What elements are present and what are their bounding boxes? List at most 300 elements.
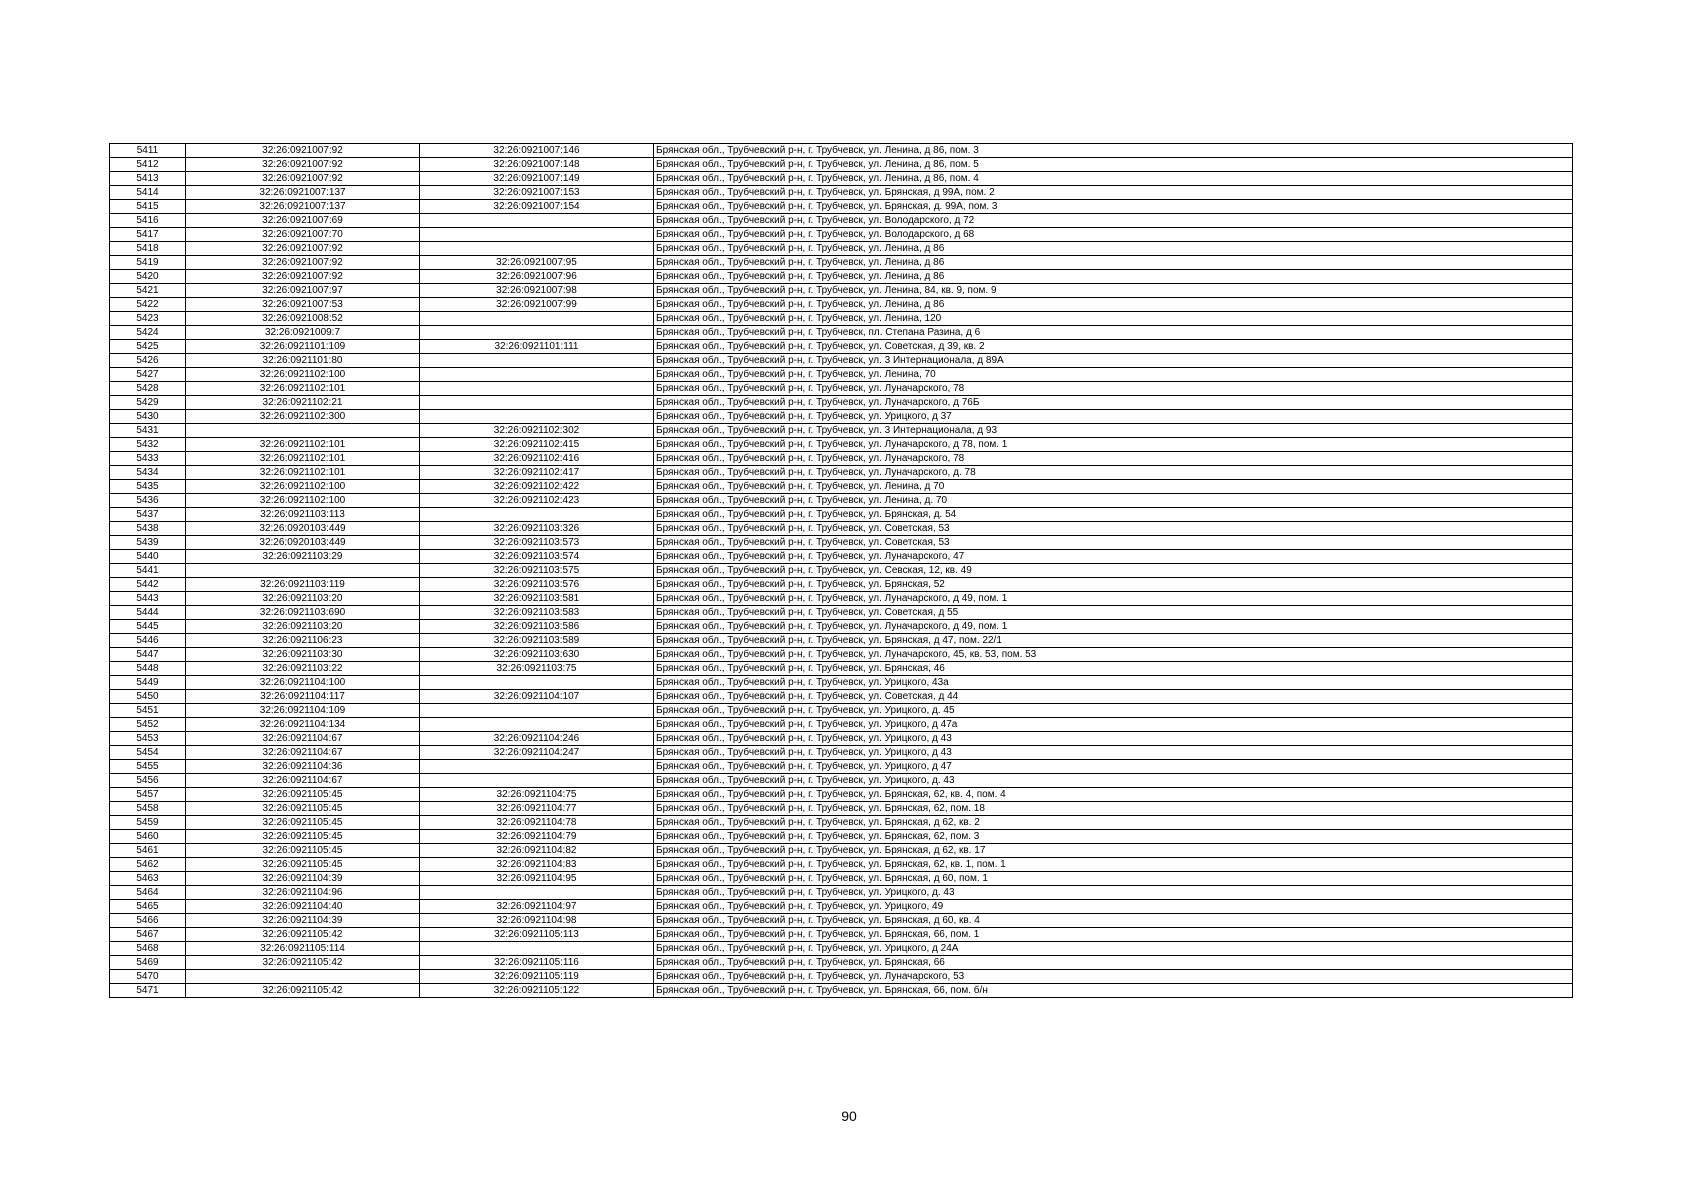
parcel-number-cell: 32:26:0921105:42: [186, 984, 420, 998]
row-number-cell: 5413: [110, 172, 186, 186]
address-cell: Брянская обл., Трубчевский р-н, г. Трубчевск, ул. Брянская, 52: [654, 578, 1573, 592]
address-cell: Брянская обл., Трубчевский р-н, г. Трубчевск, ул. Брянская, 62, пом. 18: [654, 802, 1573, 816]
object-number-cell: 32:26:0921103:589: [420, 634, 654, 648]
row-number-cell: 5424: [110, 326, 186, 340]
parcel-number-cell: 32:26:0921007:92: [186, 242, 420, 256]
parcel-number-cell: 32:26:0921103:113: [186, 508, 420, 522]
row-number-cell: 5462: [110, 858, 186, 872]
row-number-cell: 5431: [110, 424, 186, 438]
row-number-cell: 5417: [110, 228, 186, 242]
parcel-number-cell: 32:26:0921007:97: [186, 284, 420, 298]
object-number-cell: 32:26:0921007:146: [420, 144, 654, 158]
parcel-number-cell: [186, 424, 420, 438]
object-number-cell: 32:26:0921102:422: [420, 480, 654, 494]
object-number-cell: 32:26:0921103:575: [420, 564, 654, 578]
table-row: [110, 158, 1573, 172]
row-number-cell: 5450: [110, 690, 186, 704]
address-cell: Брянская обл., Трубчевский р-н, г. Трубчевск, пл. Степана Разина, д 6: [654, 326, 1573, 340]
address-cell: Брянская обл., Трубчевский р-н, г. Трубчевск, ул. Советская, 53: [654, 522, 1573, 536]
address-cell: Брянская обл., Трубчевский р-н, г. Трубчевск, ул. Ленина, д 86, пом. 5: [654, 158, 1573, 172]
object-number-cell: 32:26:0921104:82: [420, 844, 654, 858]
parcel-number-cell: 32:26:0921007:137: [186, 200, 420, 214]
parcel-number-cell: 32:26:0921104:39: [186, 914, 420, 928]
address-cell: Брянская обл., Трубчевский р-н, г. Трубчевск, ул. Луначарского, д 76Б: [654, 396, 1573, 410]
table-row: [110, 382, 1573, 396]
parcel-number-cell: 32:26:0921103:22: [186, 662, 420, 676]
object-number-cell: 32:26:0921105:113: [420, 928, 654, 942]
address-cell: Брянская обл., Трубчевский р-н, г. Трубчевск, ул. Урицкого, д 24А: [654, 942, 1573, 956]
table-row: [110, 802, 1573, 816]
object-number-cell: 32:26:0921007:148: [420, 158, 654, 172]
table-row: [110, 606, 1573, 620]
row-number-cell: 5434: [110, 466, 186, 480]
row-number-cell: 5455: [110, 760, 186, 774]
table-row: [110, 396, 1573, 410]
object-number-cell: [420, 242, 654, 256]
row-number-cell: 5452: [110, 718, 186, 732]
object-number-cell: 32:26:0921102:416: [420, 452, 654, 466]
address-cell: Брянская обл., Трубчевский р-н, г. Трубчевск, ул. Урицкого, д 43: [654, 746, 1573, 760]
object-number-cell: [420, 396, 654, 410]
address-cell: Брянская обл., Трубчевский р-н, г. Трубчевск, ул. Ленина, д 86, пом. 4: [654, 172, 1573, 186]
row-number-cell: 5426: [110, 354, 186, 368]
table-row: [110, 186, 1573, 200]
object-number-cell: 32:26:0921102:417: [420, 466, 654, 480]
parcel-number-cell: 32:26:0921105:45: [186, 788, 420, 802]
object-number-cell: 32:26:0921104:75: [420, 788, 654, 802]
row-number-cell: 5418: [110, 242, 186, 256]
parcel-number-cell: 32:26:0921007:92: [186, 144, 420, 158]
object-number-cell: 32:26:0921103:583: [420, 606, 654, 620]
row-number-cell: 5465: [110, 900, 186, 914]
address-cell: Брянская обл., Трубчевский р-н, г. Трубчевск, ул. Володарского, д 68: [654, 228, 1573, 242]
row-number-cell: 5464: [110, 886, 186, 900]
row-number-cell: 5435: [110, 480, 186, 494]
row-number-cell: 5412: [110, 158, 186, 172]
address-cell: Брянская обл., Трубчевский р-н, г. Трубчевск, ул. Брянская, 62, пом. 3: [654, 830, 1573, 844]
table-row: [110, 578, 1573, 592]
row-number-cell: 5445: [110, 620, 186, 634]
parcel-number-cell: 32:26:0921104:100: [186, 676, 420, 690]
row-number-cell: 5463: [110, 872, 186, 886]
parcel-number-cell: 32:26:0921007:92: [186, 158, 420, 172]
parcel-number-cell: 32:26:0921102:100: [186, 480, 420, 494]
row-number-cell: 5430: [110, 410, 186, 424]
row-number-cell: 5469: [110, 956, 186, 970]
table-row: [110, 732, 1573, 746]
object-number-cell: 32:26:0921104:247: [420, 746, 654, 760]
table-row: [110, 816, 1573, 830]
table-row: [110, 452, 1573, 466]
row-number-cell: 5429: [110, 396, 186, 410]
table-row: [110, 284, 1573, 298]
registry-table-body: [110, 144, 1573, 998]
row-number-cell: 5433: [110, 452, 186, 466]
object-number-cell: 32:26:0921007:149: [420, 172, 654, 186]
parcel-number-cell: 32:26:0921105:45: [186, 816, 420, 830]
registry-table: [109, 143, 1573, 998]
table-row: [110, 536, 1573, 550]
address-cell: Брянская обл., Трубчевский р-н, г. Трубчевск, ул. Ленина, 70: [654, 368, 1573, 382]
row-number-cell: 5459: [110, 816, 186, 830]
object-number-cell: 32:26:0921103:326: [420, 522, 654, 536]
address-cell: Брянская обл., Трубчевский р-н, г. Трубчевск, ул. Ленина, д 86: [654, 270, 1573, 284]
address-cell: Брянская обл., Трубчевский р-н, г. Трубчевск, ул. Урицкого, д 47а: [654, 718, 1573, 732]
address-cell: Брянская обл., Трубчевский р-н, г. Трубчевск, ул. Ленина, 84, кв. 9, пом. 9: [654, 284, 1573, 298]
table-row: [110, 844, 1573, 858]
parcel-number-cell: 32:26:0921103:30: [186, 648, 420, 662]
address-cell: Брянская обл., Трубчевский р-н, г. Трубчевск, ул. Советская, д 55: [654, 606, 1573, 620]
parcel-number-cell: 32:26:0921104:67: [186, 746, 420, 760]
table-row: [110, 354, 1573, 368]
parcel-number-cell: 32:26:0921105:42: [186, 956, 420, 970]
object-number-cell: [420, 368, 654, 382]
address-cell: Брянская обл., Трубчевский р-н, г. Трубчевск, ул. Советская, д 44: [654, 690, 1573, 704]
parcel-number-cell: 32:26:0921104:40: [186, 900, 420, 914]
object-number-cell: [420, 760, 654, 774]
row-number-cell: 5467: [110, 928, 186, 942]
parcel-number-cell: 32:26:0921007:92: [186, 256, 420, 270]
parcel-number-cell: 32:26:0921102:101: [186, 382, 420, 396]
table-row: [110, 760, 1573, 774]
table-row: [110, 564, 1573, 578]
row-number-cell: 5419: [110, 256, 186, 270]
row-number-cell: 5420: [110, 270, 186, 284]
row-number-cell: 5443: [110, 592, 186, 606]
row-number-cell: 5448: [110, 662, 186, 676]
row-number-cell: 5440: [110, 550, 186, 564]
parcel-number-cell: [186, 970, 420, 984]
table-row: [110, 228, 1573, 242]
address-cell: Брянская обл., Трубчевский р-н, г. Трубчевск, ул. Урицкого, д. 45: [654, 704, 1573, 718]
object-number-cell: [420, 228, 654, 242]
address-cell: Брянская обл., Трубчевский р-н, г. Трубчевск, ул. Урицкого, д 47: [654, 760, 1573, 774]
parcel-number-cell: 32:26:0921104:36: [186, 760, 420, 774]
object-number-cell: [420, 942, 654, 956]
address-cell: Брянская обл., Трубчевский р-н, г. Трубчевск, ул. Брянская, 62, кв. 4, пом. 4: [654, 788, 1573, 802]
address-cell: Брянская обл., Трубчевский р-н, г. Трубчевск, ул. Ленина, д 86: [654, 242, 1573, 256]
parcel-number-cell: 32:26:0921102:101: [186, 452, 420, 466]
page-number: 90: [841, 1108, 857, 1124]
table-row: [110, 298, 1573, 312]
object-number-cell: 32:26:0921007:95: [420, 256, 654, 270]
object-number-cell: 32:26:0921105:122: [420, 984, 654, 998]
parcel-number-cell: 32:26:0921103:119: [186, 578, 420, 592]
parcel-number-cell: 32:26:0921104:117: [186, 690, 420, 704]
table-row: [110, 690, 1573, 704]
row-number-cell: 5442: [110, 578, 186, 592]
row-number-cell: 5454: [110, 746, 186, 760]
address-cell: Брянская обл., Трубчевский р-н, г. Трубчевск, ул. Луначарского, д. 78: [654, 466, 1573, 480]
address-cell: Брянская обл., Трубчевский р-н, г. Трубчевск, ул. Луначарского, 78: [654, 452, 1573, 466]
object-number-cell: 32:26:0921102:302: [420, 424, 654, 438]
table-row: [110, 256, 1573, 270]
parcel-number-cell: 32:26:0921101:80: [186, 354, 420, 368]
table-row: [110, 676, 1573, 690]
table-row: [110, 200, 1573, 214]
row-number-cell: 5456: [110, 774, 186, 788]
parcel-number-cell: 32:26:0921007:92: [186, 270, 420, 284]
object-number-cell: 32:26:0921007:96: [420, 270, 654, 284]
parcel-number-cell: 32:26:0921104:134: [186, 718, 420, 732]
address-cell: Брянская обл., Трубчевский р-н, г. Трубчевск, ул. 3 Интернационала, д 93: [654, 424, 1573, 438]
parcel-number-cell: 32:26:0921007:137: [186, 186, 420, 200]
object-number-cell: 32:26:0921104:246: [420, 732, 654, 746]
address-cell: Брянская обл., Трубчевский р-н, г. Трубчевск, ул. Урицкого, д. 43: [654, 774, 1573, 788]
parcel-number-cell: 32:26:0921102:100: [186, 494, 420, 508]
table-row: [110, 984, 1573, 998]
address-cell: Брянская обл., Трубчевский р-н, г. Трубчевск, ул. Брянская, д 60, кв. 4: [654, 914, 1573, 928]
table-row: [110, 928, 1573, 942]
table-row: [110, 438, 1573, 452]
parcel-number-cell: 32:26:0921007:69: [186, 214, 420, 228]
table-row: [110, 830, 1573, 844]
object-number-cell: [420, 704, 654, 718]
object-number-cell: 32:26:0921104:107: [420, 690, 654, 704]
address-cell: Брянская обл., Трубчевский р-н, г. Трубчевск, ул. Брянская, 62, кв. 1, пом. 1: [654, 858, 1573, 872]
table-row: [110, 522, 1573, 536]
object-number-cell: 32:26:0921103:630: [420, 648, 654, 662]
address-cell: Брянская обл., Трубчевский р-н, г. Трубчевск, ул. Брянская, 66: [654, 956, 1573, 970]
parcel-number-cell: 32:26:0921105:45: [186, 802, 420, 816]
row-number-cell: 5436: [110, 494, 186, 508]
address-cell: Брянская обл., Трубчевский р-н, г. Трубчевск, ул. Луначарского, д 49, пом. 1: [654, 592, 1573, 606]
parcel-number-cell: 32:26:0921102:100: [186, 368, 420, 382]
table-row: [110, 326, 1573, 340]
row-number-cell: 5437: [110, 508, 186, 522]
table-row: [110, 480, 1573, 494]
object-number-cell: [420, 326, 654, 340]
object-number-cell: 32:26:0921007:154: [420, 200, 654, 214]
address-cell: Брянская обл., Трубчевский р-н, г. Трубчевск, ул. Брянская, д 62, кв. 17: [654, 844, 1573, 858]
object-number-cell: [420, 410, 654, 424]
address-cell: Брянская обл., Трубчевский р-н, г. Трубчевск, ул. Брянская, 66, пом. 1: [654, 928, 1573, 942]
table-row: [110, 634, 1573, 648]
table-row: [110, 592, 1573, 606]
parcel-number-cell: 32:26:0921104:109: [186, 704, 420, 718]
object-number-cell: 32:26:0921104:97: [420, 900, 654, 914]
row-number-cell: 5411: [110, 144, 186, 158]
object-number-cell: [420, 312, 654, 326]
row-number-cell: 5438: [110, 522, 186, 536]
address-cell: Брянская обл., Трубчевский р-н, г. Трубчевск, ул. Володарского, д 72: [654, 214, 1573, 228]
object-number-cell: 32:26:0921102:415: [420, 438, 654, 452]
row-number-cell: 5416: [110, 214, 186, 228]
parcel-number-cell: 32:26:0921101:109: [186, 340, 420, 354]
row-number-cell: 5447: [110, 648, 186, 662]
address-cell: Брянская обл., Трубчевский р-н, г. Трубчевск, ул. Луначарского, 53: [654, 970, 1573, 984]
row-number-cell: 5466: [110, 914, 186, 928]
table-row: [110, 718, 1573, 732]
parcel-number-cell: [186, 564, 420, 578]
address-cell: Брянская обл., Трубчевский р-н, г. Трубчевск, ул. Урицкого, д 43: [654, 732, 1573, 746]
address-cell: Брянская обл., Трубчевский р-н, г. Трубчевск, ул. Урицкого, д 37: [654, 410, 1573, 424]
row-number-cell: 5457: [110, 788, 186, 802]
address-cell: Брянская обл., Трубчевский р-н, г. Трубчевск, ул. Брянская, д 99А, пом. 2: [654, 186, 1573, 200]
parcel-number-cell: 32:26:0921105:114: [186, 942, 420, 956]
object-number-cell: 32:26:0921105:116: [420, 956, 654, 970]
address-cell: Брянская обл., Трубчевский р-н, г. Трубчевск, ул. 3 Интернационала, д 89А: [654, 354, 1573, 368]
address-cell: Брянская обл., Трубчевский р-н, г. Трубчевск, ул. Брянская, д. 54: [654, 508, 1573, 522]
address-cell: Брянская обл., Трубчевский р-н, г. Трубчевск, ул. Луначарского, 45, кв. 53, пом. 53: [654, 648, 1573, 662]
row-number-cell: 5425: [110, 340, 186, 354]
object-number-cell: 32:26:0921104:83: [420, 858, 654, 872]
object-number-cell: 32:26:0921104:77: [420, 802, 654, 816]
table-row: [110, 774, 1573, 788]
table-row: [110, 942, 1573, 956]
row-number-cell: 5471: [110, 984, 186, 998]
table-row: [110, 648, 1573, 662]
table-row: [110, 242, 1573, 256]
parcel-number-cell: 32:26:0921007:70: [186, 228, 420, 242]
object-number-cell: 32:26:0921103:586: [420, 620, 654, 634]
object-number-cell: 32:26:0921007:98: [420, 284, 654, 298]
parcel-number-cell: 32:26:0921103:20: [186, 592, 420, 606]
row-number-cell: 5439: [110, 536, 186, 550]
parcel-number-cell: 32:26:0921102:300: [186, 410, 420, 424]
parcel-number-cell: 32:26:0921102:21: [186, 396, 420, 410]
parcel-number-cell: 32:26:0920103:449: [186, 522, 420, 536]
row-number-cell: 5460: [110, 830, 186, 844]
object-number-cell: 32:26:0921105:119: [420, 970, 654, 984]
parcel-number-cell: 32:26:0921105:45: [186, 844, 420, 858]
row-number-cell: 5470: [110, 970, 186, 984]
row-number-cell: 5432: [110, 438, 186, 452]
object-number-cell: 32:26:0921103:574: [420, 550, 654, 564]
parcel-number-cell: 32:26:0921103:29: [186, 550, 420, 564]
table-row: [110, 172, 1573, 186]
row-number-cell: 5444: [110, 606, 186, 620]
row-number-cell: 5468: [110, 942, 186, 956]
object-number-cell: 32:26:0921007:153: [420, 186, 654, 200]
parcel-number-cell: 32:26:0921105:42: [186, 928, 420, 942]
address-cell: Брянская обл., Трубчевский р-н, г. Трубчевск, ул. Луначарского, 47: [654, 550, 1573, 564]
object-number-cell: [420, 774, 654, 788]
address-cell: Брянская обл., Трубчевский р-н, г. Трубчевск, ул. Брянская, 46: [654, 662, 1573, 676]
address-cell: Брянская обл., Трубчевский р-н, г. Трубчевск, ул. Брянская, 66, пом. б/н: [654, 984, 1573, 998]
address-cell: Брянская обл., Трубчевский р-н, г. Трубчевск, ул. Луначарского, д 78, пом. 1: [654, 438, 1573, 452]
table-row: [110, 410, 1573, 424]
row-number-cell: 5453: [110, 732, 186, 746]
address-cell: Брянская обл., Трубчевский р-н, г. Трубчевск, ул. Луначарского, 78: [654, 382, 1573, 396]
row-number-cell: 5427: [110, 368, 186, 382]
parcel-number-cell: 32:26:0921007:53: [186, 298, 420, 312]
parcel-number-cell: 32:26:0921104:67: [186, 732, 420, 746]
table-row: [110, 858, 1573, 872]
parcel-number-cell: 32:26:0920103:449: [186, 536, 420, 550]
parcel-number-cell: 32:26:0921007:92: [186, 172, 420, 186]
object-number-cell: [420, 508, 654, 522]
address-cell: Брянская обл., Трубчевский р-н, г. Трубчевск, ул. Урицкого, д. 43: [654, 886, 1573, 900]
table-row: [110, 746, 1573, 760]
parcel-number-cell: 32:26:0921103:690: [186, 606, 420, 620]
object-number-cell: 32:26:0921104:79: [420, 830, 654, 844]
object-number-cell: 32:26:0921103:75: [420, 662, 654, 676]
row-number-cell: 5415: [110, 200, 186, 214]
address-cell: Брянская обл., Трубчевский р-н, г. Трубчевск, ул. Ленина, д. 70: [654, 494, 1573, 508]
table-row: [110, 970, 1573, 984]
address-cell: Брянская обл., Трубчевский р-н, г. Трубчевск, ул. Ленина, 120: [654, 312, 1573, 326]
table-row: [110, 312, 1573, 326]
object-number-cell: [420, 354, 654, 368]
table-row: [110, 508, 1573, 522]
parcel-number-cell: 32:26:0921104:67: [186, 774, 420, 788]
parcel-number-cell: 32:26:0921106:23: [186, 634, 420, 648]
row-number-cell: 5461: [110, 844, 186, 858]
parcel-number-cell: 32:26:0921104:39: [186, 872, 420, 886]
object-number-cell: [420, 886, 654, 900]
object-number-cell: [420, 382, 654, 396]
row-number-cell: 5449: [110, 676, 186, 690]
object-number-cell: 32:26:0921103:576: [420, 578, 654, 592]
table-row: [110, 620, 1573, 634]
table-row: [110, 494, 1573, 508]
object-number-cell: 32:26:0921103:573: [420, 536, 654, 550]
row-number-cell: 5422: [110, 298, 186, 312]
row-number-cell: 5414: [110, 186, 186, 200]
table-row: [110, 914, 1573, 928]
address-cell: Брянская обл., Трубчевский р-н, г. Трубчевск, ул. Брянская, д. 99А, пом. 3: [654, 200, 1573, 214]
object-number-cell: [420, 676, 654, 690]
object-number-cell: 32:26:0921007:99: [420, 298, 654, 312]
parcel-number-cell: 32:26:0921103:20: [186, 620, 420, 634]
address-cell: Брянская обл., Трубчевский р-н, г. Трубчевск, ул. Луначарского, д 49, пом. 1: [654, 620, 1573, 634]
address-cell: Брянская обл., Трубчевский р-н, г. Трубчевск, ул. Советская, д 39, кв. 2: [654, 340, 1573, 354]
table-row: [110, 662, 1573, 676]
row-number-cell: 5446: [110, 634, 186, 648]
parcel-number-cell: 32:26:0921105:45: [186, 858, 420, 872]
object-number-cell: [420, 214, 654, 228]
row-number-cell: 5421: [110, 284, 186, 298]
object-number-cell: 32:26:0921104:78: [420, 816, 654, 830]
parcel-number-cell: 32:26:0921009:7: [186, 326, 420, 340]
object-number-cell: 32:26:0921104:95: [420, 872, 654, 886]
address-cell: Брянская обл., Трубчевский р-н, г. Трубчевск, ул. Севская, 12, кв. 49: [654, 564, 1573, 578]
address-cell: Брянская обл., Трубчевский р-н, г. Трубчевск, ул. Брянская, д 62, кв. 2: [654, 816, 1573, 830]
parcel-number-cell: 32:26:0921102:101: [186, 466, 420, 480]
table-row: [110, 144, 1573, 158]
address-cell: Брянская обл., Трубчевский р-н, г. Трубчевск, ул. Ленина, д 86, пом. 3: [654, 144, 1573, 158]
address-cell: Брянская обл., Трубчевский р-н, г. Трубчевск, ул. Брянская, д 60, пом. 1: [654, 872, 1573, 886]
table-row: [110, 788, 1573, 802]
table-row: [110, 466, 1573, 480]
object-number-cell: 32:26:0921104:98: [420, 914, 654, 928]
row-number-cell: 5458: [110, 802, 186, 816]
table-row: [110, 886, 1573, 900]
row-number-cell: 5441: [110, 564, 186, 578]
object-number-cell: 32:26:0921101:111: [420, 340, 654, 354]
object-number-cell: 32:26:0921102:423: [420, 494, 654, 508]
address-cell: Брянская обл., Трубчевский р-н, г. Трубчевск, ул. Ленина, д 86: [654, 256, 1573, 270]
table-row: [110, 704, 1573, 718]
address-cell: Брянская обл., Трубчевский р-н, г. Трубчевск, ул. Ленина, д 86: [654, 298, 1573, 312]
parcel-number-cell: 32:26:0921104:96: [186, 886, 420, 900]
address-cell: Брянская обл., Трубчевский р-н, г. Трубчевск, ул. Советская, 53: [654, 536, 1573, 550]
table-row: [110, 956, 1573, 970]
table-row: [110, 270, 1573, 284]
row-number-cell: 5428: [110, 382, 186, 396]
table-row: [110, 424, 1573, 438]
table-row: [110, 214, 1573, 228]
object-number-cell: 32:26:0921103:581: [420, 592, 654, 606]
address-cell: Брянская обл., Трубчевский р-н, г. Трубчевск, ул. Урицкого, 49: [654, 900, 1573, 914]
object-number-cell: [420, 718, 654, 732]
parcel-number-cell: 32:26:0921105:45: [186, 830, 420, 844]
address-cell: Брянская обл., Трубчевский р-н, г. Трубчевск, ул. Урицкого, 43а: [654, 676, 1573, 690]
row-number-cell: 5423: [110, 312, 186, 326]
table-row: [110, 368, 1573, 382]
parcel-number-cell: 32:26:0921008:52: [186, 312, 420, 326]
